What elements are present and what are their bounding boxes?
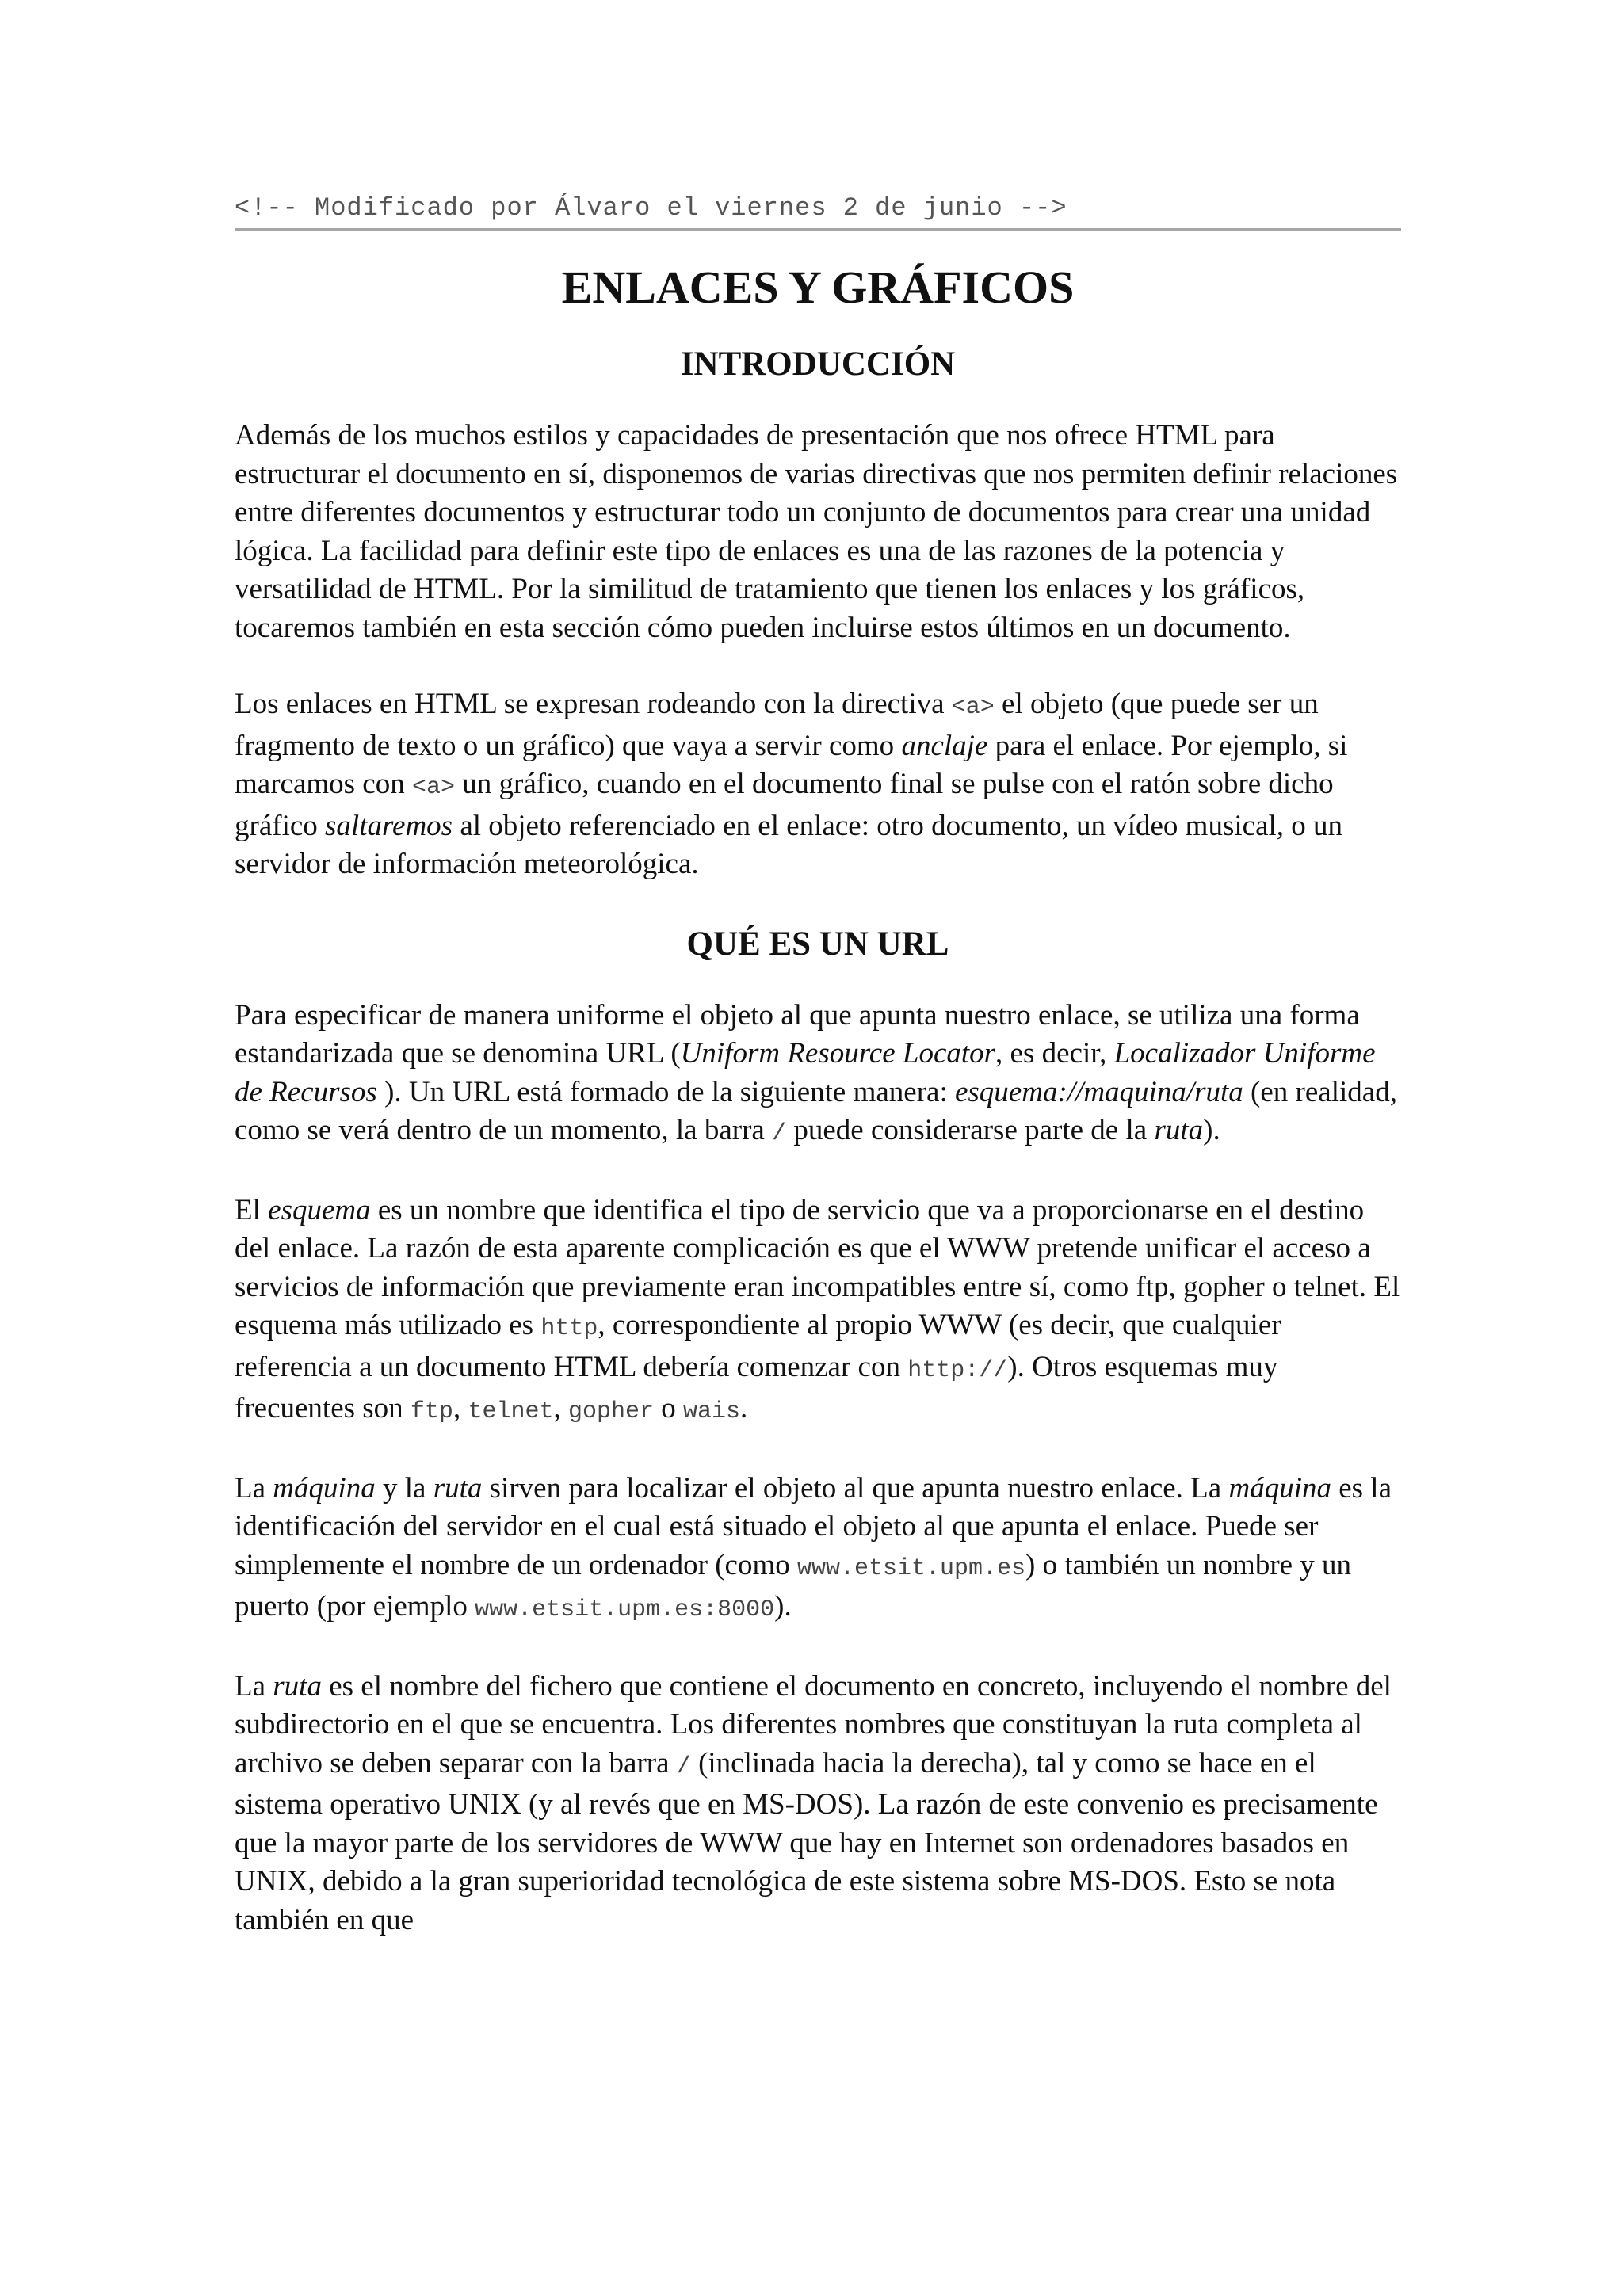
text-run: ). Otros esquemas muy frecuentes son — [235, 1350, 1278, 1425]
text-run: un gráfico, cuando en el documento final se pulse con el ratón sobre dicho gráfico — [235, 768, 1334, 842]
text-run: (en realidad, como se verá dentro de un momento, la barra — [235, 1075, 1397, 1146]
text-run: La — [235, 1471, 273, 1505]
url-paragraph-2 — [235, 1192, 1401, 1432]
emphasis-ruta: ruta — [1154, 1114, 1204, 1146]
emphasis-maquina: máquina — [273, 1471, 376, 1505]
code-gopher: gopher — [567, 1398, 654, 1425]
url-paragraph-1 — [235, 997, 1401, 1154]
url-paragraph-3 — [235, 1470, 1401, 1630]
code-http: http — [540, 1315, 598, 1342]
code-tag-a: <a> — [951, 694, 995, 721]
text-run: ). — [774, 1590, 792, 1623]
text-run: Los enlaces en HTML se expresan rodeando con la directiva — [235, 688, 952, 720]
emphasis-url-pattern: esquema://maquina/ruta — [954, 1075, 1243, 1108]
text-run: ). Un URL está formado de la siguiente manera: — [376, 1075, 955, 1108]
emphasis-uniform-resource-locator: Uniform Resource Locator — [680, 1037, 996, 1070]
text-run: para el enlace. Por ejemplo, si marcamos con — [235, 729, 1348, 800]
code-http-prefix: http:// — [907, 1356, 1008, 1384]
text-run: es un nombre que identifica el tipo de servicio que va a proporcionarse en el destino del enlace. La razón de esta aparente complicación es que el WWW pretende unificar el acceso a servicios de información que previamente eran incompatibles entre sí, como ftp, gopher o telnet. El esquema más utilizado es — [235, 1193, 1400, 1341]
intro-paragraph-2 — [235, 685, 1401, 884]
page-title: ENLACES Y GRÁFICOS — [561, 261, 1075, 313]
horizontal-rule — [235, 228, 1401, 231]
emphasis-maquina: máquina — [1228, 1471, 1331, 1505]
code-hostname: www.etsit.upm.es — [796, 1554, 1026, 1582]
text-run: es la identificación del servidor en el cual está situado el objeto al que apunta el enlace. Puede ser simplemente el nombre de un ordenador (como — [235, 1471, 1392, 1581]
emphasis-localizador: Localizador Uniforme de Recursos — [235, 1037, 1376, 1108]
emphasis-anclaje: anclaje — [901, 729, 988, 762]
text-run: . — [740, 1392, 748, 1425]
code-ftp: ftp — [410, 1398, 453, 1425]
code-tag-a: <a> — [411, 774, 455, 801]
text-run: o — [654, 1392, 683, 1425]
code-telnet: telnet — [468, 1398, 554, 1425]
heading-que-es-un-url: QUÉ ES UN URL — [686, 925, 949, 963]
emphasis-esquema: esquema — [268, 1193, 371, 1226]
text-run: el objeto (que puede ser un fragmento de texto o un gráfico) que vaya a servir como — [235, 688, 1319, 762]
document-page — [235, 189, 1401, 1978]
text-run: , es decir, — [995, 1037, 1114, 1070]
emphasis-saltaremos: saltaremos — [325, 809, 453, 842]
text-run: y la — [375, 1471, 433, 1505]
heading-introduccion: INTRODUCCIÓN — [680, 345, 956, 383]
code-slash: / — [772, 1120, 787, 1147]
text-run: Para especificar de manera uniforme el objeto al que apunta nuestro enlace, se utiliza una forma estandarizada que se denomina URL ( — [235, 998, 1360, 1070]
code-hostname-port: www.etsit.upm.es:8000 — [475, 1596, 775, 1623]
html-comment-line: <!-- Modificado por Álvaro el viernes 2 de junio --> — [235, 193, 1067, 223]
emphasis-ruta: ruta — [273, 1669, 322, 1703]
text-run: puede considerarse parte de la — [786, 1114, 1155, 1146]
text-run: al objeto referenciado en el enlace: otro documento, un vídeo musical, o un servidor de información meteorológica. — [235, 809, 1343, 880]
text-run: La — [235, 1669, 273, 1703]
text-run: es el nombre del fichero que contiene el documento en concreto, incluyendo el nombre del subdirectorio en el que se encuentra. Los diferentes nombres que constituyan la ruta completa al archivo se deben separar con la barra — [235, 1669, 1392, 1779]
text-run: , correspondiente al propio WWW (es decir, que cualquier referencia a un documento HTML debería comenzar con — [235, 1309, 1281, 1383]
url-paragraph-4 — [235, 1668, 1401, 1940]
text-run: ) o también un nombre y un puerto (por ejemplo — [235, 1548, 1352, 1623]
text-run: sirven para localizar el objeto al que apunta nuestro enlace. La — [482, 1471, 1229, 1505]
emphasis-ruta: ruta — [433, 1471, 483, 1505]
text-run: (inclinada hacia la derecha), tal y como se hace en el sistema operativo UNIX (y al revés que en MS-DOS). La razón de este convenio es precisamente que la mayor parte de los servidores de WWW que hay en Internet son ordenadores basados en UNIX, debido a la gran superioridad tecnológica de este sistema sobre MS-DOS. Esto se nota también en que — [235, 1746, 1378, 1936]
text-run: El — [235, 1193, 269, 1226]
code-wais: wais — [683, 1398, 741, 1425]
text-run: , — [553, 1392, 568, 1425]
text-run: , — [453, 1392, 468, 1425]
code-slash: / — [676, 1753, 691, 1780]
text-run: ). — [1203, 1114, 1220, 1146]
intro-paragraph-1: Además de los muchos estilos y capacidades de presentación que nos ofrece HTML para estructurar el documento en sí, disponemos de varias directivas que nos permiten definir relaciones entre diferentes documentos y estructurar todo un conjunto de documentos para crear una unidad lógica. La facilidad para definir este tipo de enlaces es una de las razones de la potencia y versatilidad de HTML. Por la similitud de tratamiento que tienen los enlaces y los gráficos, tocaremos también en esta sección cómo pueden incluirse estos últimos en un documento. — [235, 419, 1398, 644]
